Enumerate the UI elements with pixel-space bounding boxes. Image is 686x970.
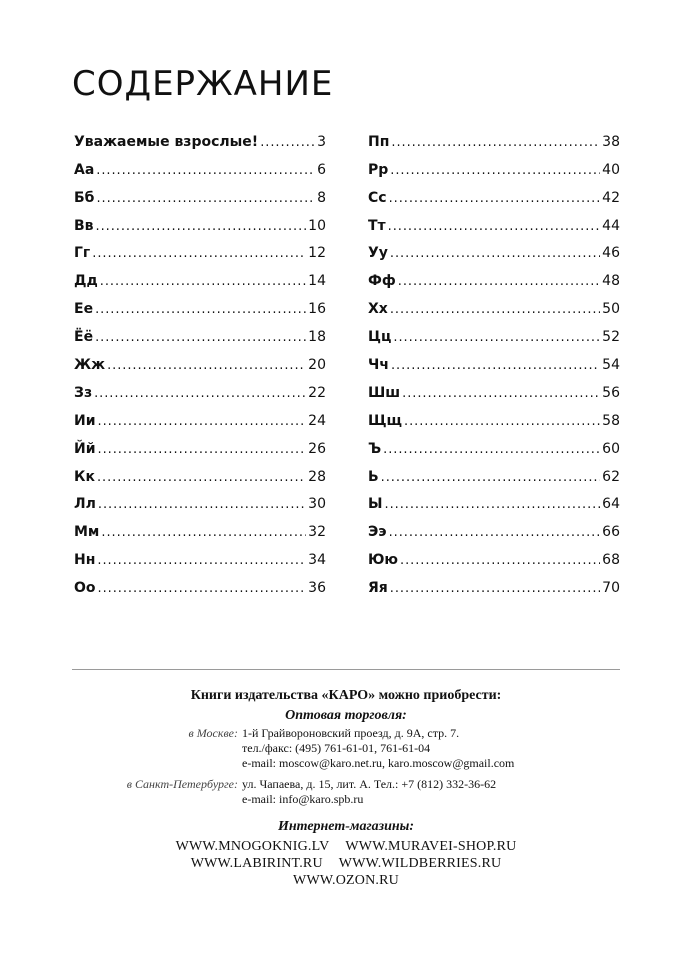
toc-leader-dots xyxy=(388,219,601,234)
toc-entry xyxy=(74,317,326,345)
toc-entry-page: 46 xyxy=(602,245,620,262)
toc-entry-page: 16 xyxy=(308,301,326,318)
toc-entry-page: 58 xyxy=(602,412,620,429)
toc-entry-label: Зз xyxy=(74,384,93,401)
toc-entry xyxy=(368,540,620,568)
toc-entry xyxy=(74,289,326,317)
toc-entry-page: 30 xyxy=(308,496,326,513)
toc-entry-label: Ь xyxy=(368,468,379,485)
shops-row xyxy=(72,838,620,855)
toc-leader-dots xyxy=(385,497,601,512)
moscow-block xyxy=(72,726,620,771)
toc-entry-label: Ээ xyxy=(368,524,387,541)
publisher-info xyxy=(72,688,620,889)
toc-entry-page: 18 xyxy=(308,329,326,346)
toc-leader-dots xyxy=(100,274,306,289)
toc-entry-page: 3 xyxy=(317,133,326,150)
toc-column-left xyxy=(74,122,326,596)
wholesale-title: Оптовая торговля: xyxy=(285,708,407,723)
toc-entry xyxy=(74,401,326,429)
toc-leader-dots xyxy=(92,246,306,261)
toc-entry-label: Кк xyxy=(74,468,95,485)
toc-entry xyxy=(368,345,620,373)
toc-entry xyxy=(368,401,620,429)
toc-entry-page: 24 xyxy=(308,412,326,429)
toc-entry-page: 66 xyxy=(602,524,620,541)
toc-leader-dots xyxy=(98,414,307,429)
toc-entry-page: 44 xyxy=(602,217,620,234)
toc-entry xyxy=(368,373,620,401)
toc-leader-dots xyxy=(389,191,601,206)
toc-entry-label: Ъ xyxy=(368,440,382,457)
toc-leader-dots xyxy=(381,470,601,485)
toc-entry-label: Нн xyxy=(74,552,96,569)
toc-entry xyxy=(74,512,326,540)
toc-entry-label: Гг xyxy=(74,245,91,262)
toc-entry-label: Дд xyxy=(74,273,98,290)
toc-leader-dots xyxy=(391,135,600,150)
toc-entry-page: 12 xyxy=(308,245,326,262)
toc-entry-label: Жж xyxy=(74,357,106,374)
toc-leader-dots xyxy=(390,163,600,178)
toc-entry xyxy=(74,150,326,178)
shops-row xyxy=(72,855,620,872)
toc-leader-dots xyxy=(390,246,600,261)
toc-entry-page: 56 xyxy=(602,384,620,401)
toc-entry-label: Ы xyxy=(368,496,383,513)
toc-entry-page: 62 xyxy=(602,468,620,485)
moscow-label: в Москве: xyxy=(188,726,238,740)
toc-entry-label: Аа xyxy=(74,161,95,178)
toc-leader-dots xyxy=(404,414,600,429)
toc-entry xyxy=(368,178,620,206)
toc-entry-page: 68 xyxy=(602,552,620,569)
toc-leader-dots xyxy=(390,302,600,317)
shops-row xyxy=(72,872,620,889)
toc-entry-page: 52 xyxy=(602,329,620,346)
toc-entry xyxy=(74,178,326,206)
toc-entry-label: Ии xyxy=(74,412,96,429)
toc-entry-page: 28 xyxy=(308,468,326,485)
toc-entry xyxy=(74,234,326,262)
toc-leader-dots xyxy=(98,581,307,596)
spb-address: ул. Чапаева, д. 15, лит. А. Тел.: +7 (812) 332-36-62 xyxy=(242,777,497,791)
toc-entry xyxy=(74,122,326,150)
toc-entry-page: 10 xyxy=(308,217,326,234)
toc-entry-label: Ее xyxy=(74,301,94,318)
toc-entry xyxy=(74,457,326,485)
toc-entry xyxy=(368,206,620,234)
toc-entry-page: 54 xyxy=(602,357,620,374)
toc-leader-dots xyxy=(97,470,306,485)
toc-leader-dots xyxy=(389,525,601,540)
toc-entry-label: Уважаемые взрослые! xyxy=(74,133,259,150)
toc-entry-page: 70 xyxy=(602,580,620,597)
toc-leader-dots xyxy=(107,358,306,373)
shop-link: WWW.OZON.RU xyxy=(293,873,399,888)
toc-entry xyxy=(74,485,326,513)
toc-entry-label: Рр xyxy=(368,161,389,178)
toc-entry xyxy=(74,540,326,568)
toc-entry xyxy=(74,429,326,457)
footer-heading: Книги издательства «КАРО» можно приобрести: xyxy=(190,688,502,703)
toc-leader-dots xyxy=(393,330,600,345)
toc-entry xyxy=(368,485,620,513)
moscow-email: e-mail: moscow@karo.net.ru, karo.moscow@gmail.com xyxy=(242,756,515,770)
toc-leader-dots xyxy=(94,386,306,401)
toc-leader-dots xyxy=(96,219,307,234)
shop-link: WWW.MURAVEI-SHOP.RU xyxy=(345,839,517,854)
toc-entry-page: 42 xyxy=(602,189,620,206)
toc-entry-page: 40 xyxy=(602,161,620,178)
spb-block xyxy=(72,777,620,807)
toc-entry xyxy=(368,234,620,262)
toc-leader-dots xyxy=(98,497,306,512)
shop-link: WWW.LABIRINT.RU xyxy=(190,856,323,871)
toc-entry xyxy=(74,373,326,401)
shop-link: WWW.MNOGOKNIG.LV xyxy=(175,839,330,854)
toc-entry-label: Лл xyxy=(74,496,96,513)
moscow-address: 1-й Грайвороновский проезд, д. 9А, стр. 7. xyxy=(242,726,460,740)
toc-entry-page: 50 xyxy=(602,301,620,318)
toc-entry-page: 32 xyxy=(308,524,326,541)
toc-entry-page: 26 xyxy=(308,440,326,457)
toc-leader-dots xyxy=(398,274,600,289)
toc-entry-label: Вв xyxy=(74,217,94,234)
toc-leader-dots xyxy=(101,525,306,540)
toc-entry xyxy=(368,429,620,457)
toc-entry xyxy=(74,568,326,596)
toc-leader-dots xyxy=(95,302,306,317)
spb-label: в Санкт-Петербурге: xyxy=(126,777,238,791)
toc-leader-dots xyxy=(98,442,307,457)
toc-leader-dots xyxy=(95,330,306,345)
toc-entry-label: Юю xyxy=(368,552,399,569)
toc-leader-dots xyxy=(402,386,600,401)
toc-leader-dots xyxy=(260,135,315,150)
toc-entry-label: Чч xyxy=(368,357,389,374)
toc-entry-page: 38 xyxy=(602,133,620,150)
toc-entry-label: Яя xyxy=(368,580,388,597)
toc-entry-label: Хх xyxy=(368,301,388,318)
toc-entry-label: Мм xyxy=(74,524,100,541)
toc-entry xyxy=(74,206,326,234)
toc-entry-page: 20 xyxy=(308,357,326,374)
moscow-phone: тел./факс: (495) 761-61-01, 761-61-04 xyxy=(242,741,431,755)
divider xyxy=(72,669,620,670)
toc-entry xyxy=(368,568,620,596)
page-title: СОДЕРЖАНИЕ xyxy=(72,64,334,104)
toc-entry-label: Бб xyxy=(74,189,95,206)
toc-entry-page: 22 xyxy=(308,384,326,401)
spb-email: e-mail: info@karo.spb.ru xyxy=(242,792,364,806)
toc-entry-page: 34 xyxy=(308,552,326,569)
toc-entry xyxy=(74,345,326,373)
toc-entry-label: Фф xyxy=(368,273,396,290)
toc-entry xyxy=(74,261,326,289)
toc-entry-label: Ёё xyxy=(74,329,94,346)
toc-entry-page: 8 xyxy=(317,189,326,206)
toc-entry-label: Уу xyxy=(368,245,388,262)
toc-entry xyxy=(368,150,620,178)
toc-entry-label: Шш xyxy=(368,384,401,401)
toc-entry-label: Щщ xyxy=(368,412,403,429)
toc-leader-dots xyxy=(96,191,315,206)
toc-entry xyxy=(368,289,620,317)
toc-entry-page: 14 xyxy=(308,273,326,290)
toc-leader-dots xyxy=(391,358,600,373)
toc-column-right xyxy=(368,122,620,596)
toc-entry-label: Оо xyxy=(74,580,96,597)
online-shops-title: Интернет-магазины: xyxy=(277,819,415,834)
toc-leader-dots xyxy=(96,163,315,178)
toc-leader-dots xyxy=(390,581,600,596)
shop-link: WWW.WILDBERRIES.RU xyxy=(338,856,502,871)
toc-entry-page: 6 xyxy=(317,161,326,178)
toc-entry-page: 60 xyxy=(602,440,620,457)
toc-leader-dots xyxy=(383,442,600,457)
toc-entry-label: Йй xyxy=(74,440,96,457)
toc-entry xyxy=(368,457,620,485)
toc-entry xyxy=(368,261,620,289)
toc-entry-page: 48 xyxy=(602,273,620,290)
toc-entry-label: Цц xyxy=(368,329,392,346)
toc-entry-page: 36 xyxy=(308,580,326,597)
toc-entry-label: Сс xyxy=(368,189,387,206)
toc-leader-dots xyxy=(400,553,600,568)
toc-entry-page: 64 xyxy=(602,496,620,513)
toc-entry-label: Пп xyxy=(368,133,390,150)
toc-leader-dots xyxy=(97,553,306,568)
toc-entry xyxy=(368,512,620,540)
toc-entry xyxy=(368,122,620,150)
toc-entry xyxy=(368,317,620,345)
toc-entry-label: Тт xyxy=(368,217,386,234)
